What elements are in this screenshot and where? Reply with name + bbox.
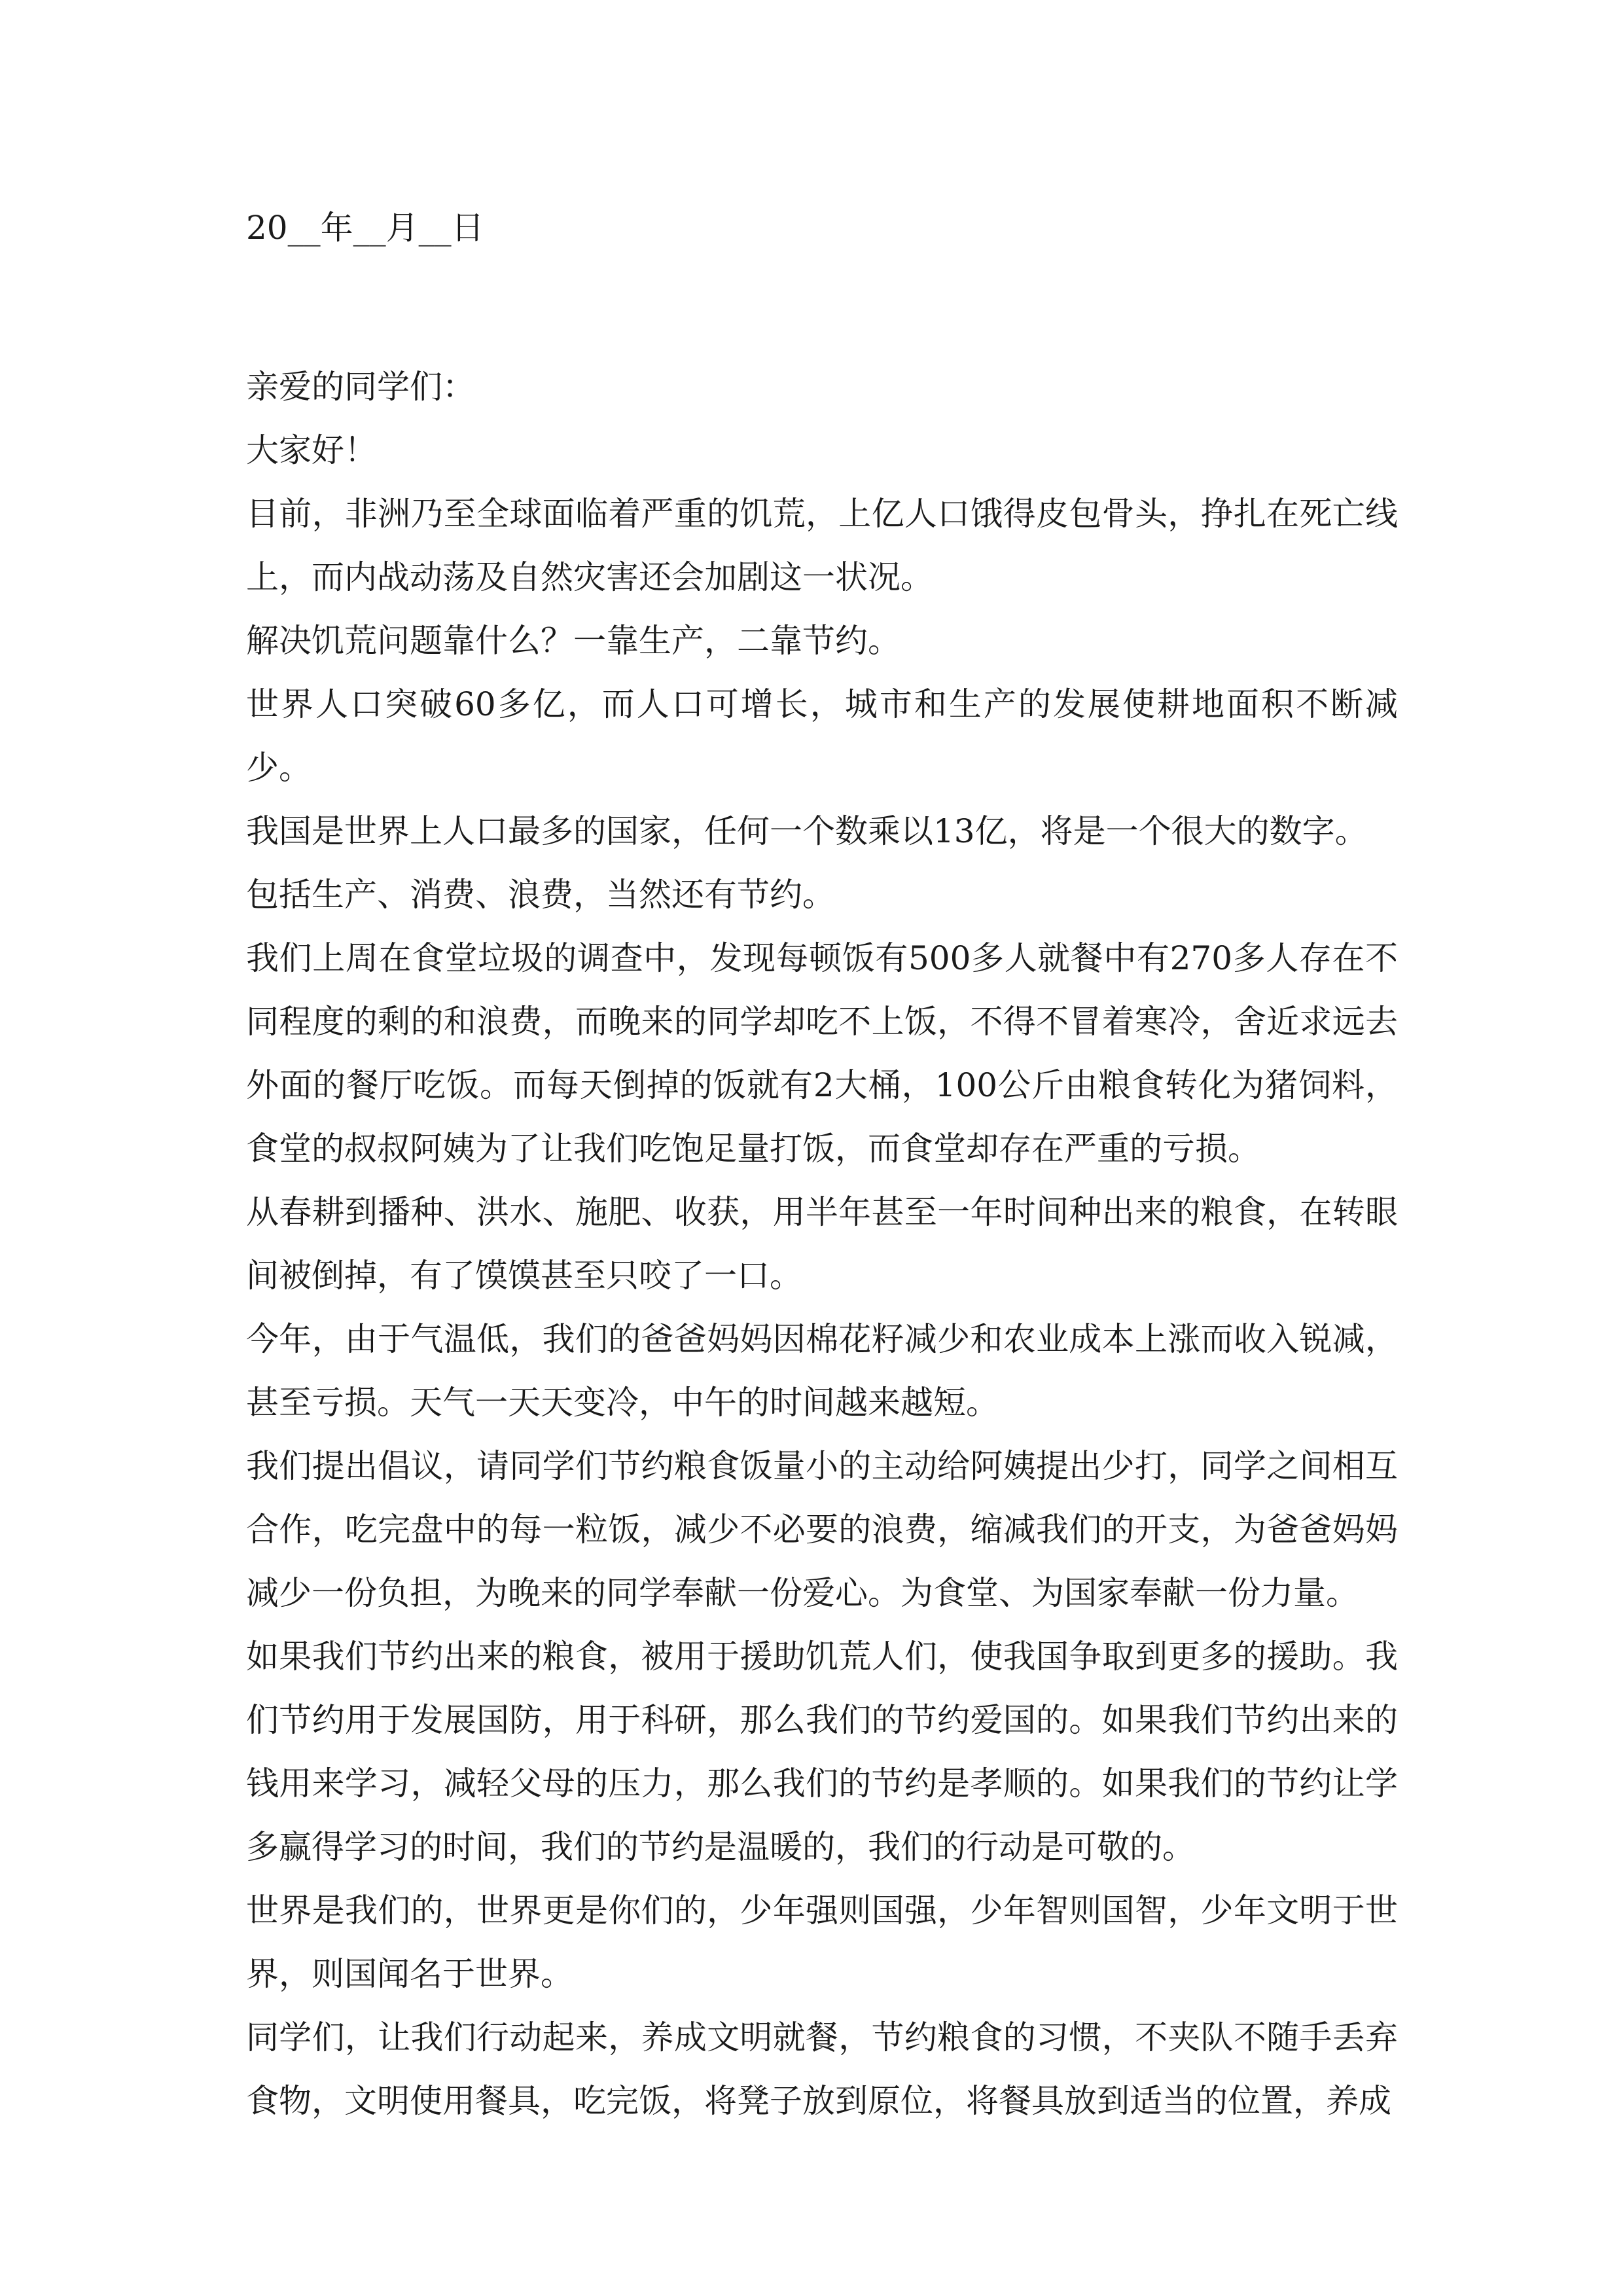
document-body: [246, 196, 1398, 2133]
greeting: 大家好！: [246, 431, 377, 469]
paragraph: 我们提出倡议，请同学们节约粮食饭量小的主动给阿姨提出少打，同学之间相互合作，吃完盘中的每一粒饭，减少不必要的浪费，缩减我们的开支，为爸爸妈妈减少一份负担，为晚来的同学奉献一份爱心。为食堂、为国家奉献一份力量。: [246, 1447, 1398, 1612]
document-date: 20__年__月__日: [246, 209, 484, 247]
paragraph: 目前，非洲乃至全球面临着严重的饥荒，上亿人口饿得皮包骨头，挣扎在死亡线上，而内战动荡及自然灾害还会加剧这一状况。: [246, 495, 1398, 596]
paragraph: 解决饥荒问题靠什么？一靠生产，二靠节约。: [246, 622, 901, 660]
salutation: 亲爱的同学们：: [246, 368, 475, 406]
paragraph: 今年，由于气温低，我们的爸爸妈妈因棉花籽减少和农业成本上涨而收入锐减，甚至亏损。天气一天天变冷，中午的时间越来越短。: [246, 1320, 1398, 1422]
paragraph: 如果我们节约出来的粮食，被用于援助饥荒人们，使我国争取到更多的援助。我们节约用于发展国防，用于科研，那么我们的节约爱国的。如果我们节约出来的钱用来学习，减轻父母的压力，那么我们的节约是孝顺的。如果我们的节约让学多赢得学习的时间，我们的节约是温暖的，我们的行动是可敬的。: [246, 1638, 1398, 1866]
paragraph: 从春耕到播种、洪水、施肥、收获，用半年甚至一年时间种出来的粮食，在转眼间被倒掉，有了馍馍甚至只咬了一口。: [246, 1193, 1398, 1295]
paragraph: 我国是世界上人口最多的国家，任何一个数乘以13亿，将是一个很大的数字。: [246, 812, 1368, 850]
paragraph: 世界是我们的，世界更是你们的，少年强则国强，少年智则国智，少年文明于世界，则国闻名于世界。: [246, 1892, 1398, 1993]
paragraph: 包括生产、消费、浪费，当然还有节约。: [246, 876, 835, 914]
paragraph: 我们上周在食堂垃圾的调查中，发现每顿饭有500多人就餐中有270多人存在不同程度的剩的和浪费，而晚来的同学却吃不上饭，不得不冒着寒冷，舍近求远去外面的餐厅吃饭。而每天倒掉的饭就有2大桶，100公斤由粮食转化为猪饲料，食堂的叔叔阿姨为了让我们吃饱足量打饭，而食堂却存在严重的亏损。: [246, 939, 1398, 1168]
paragraph: 同学们，让我们行动起来，养成文明就餐，节约粮食的习惯，不夹队不随手丢弃食物，文明使用餐具，吃完饭，将凳子放到原位，将餐具放到适当的位置，养成: [246, 2018, 1398, 2120]
paragraph: 世界人口突破60多亿，而人口可增长，城市和生产的发展使耕地面积不断减少。: [246, 685, 1398, 787]
